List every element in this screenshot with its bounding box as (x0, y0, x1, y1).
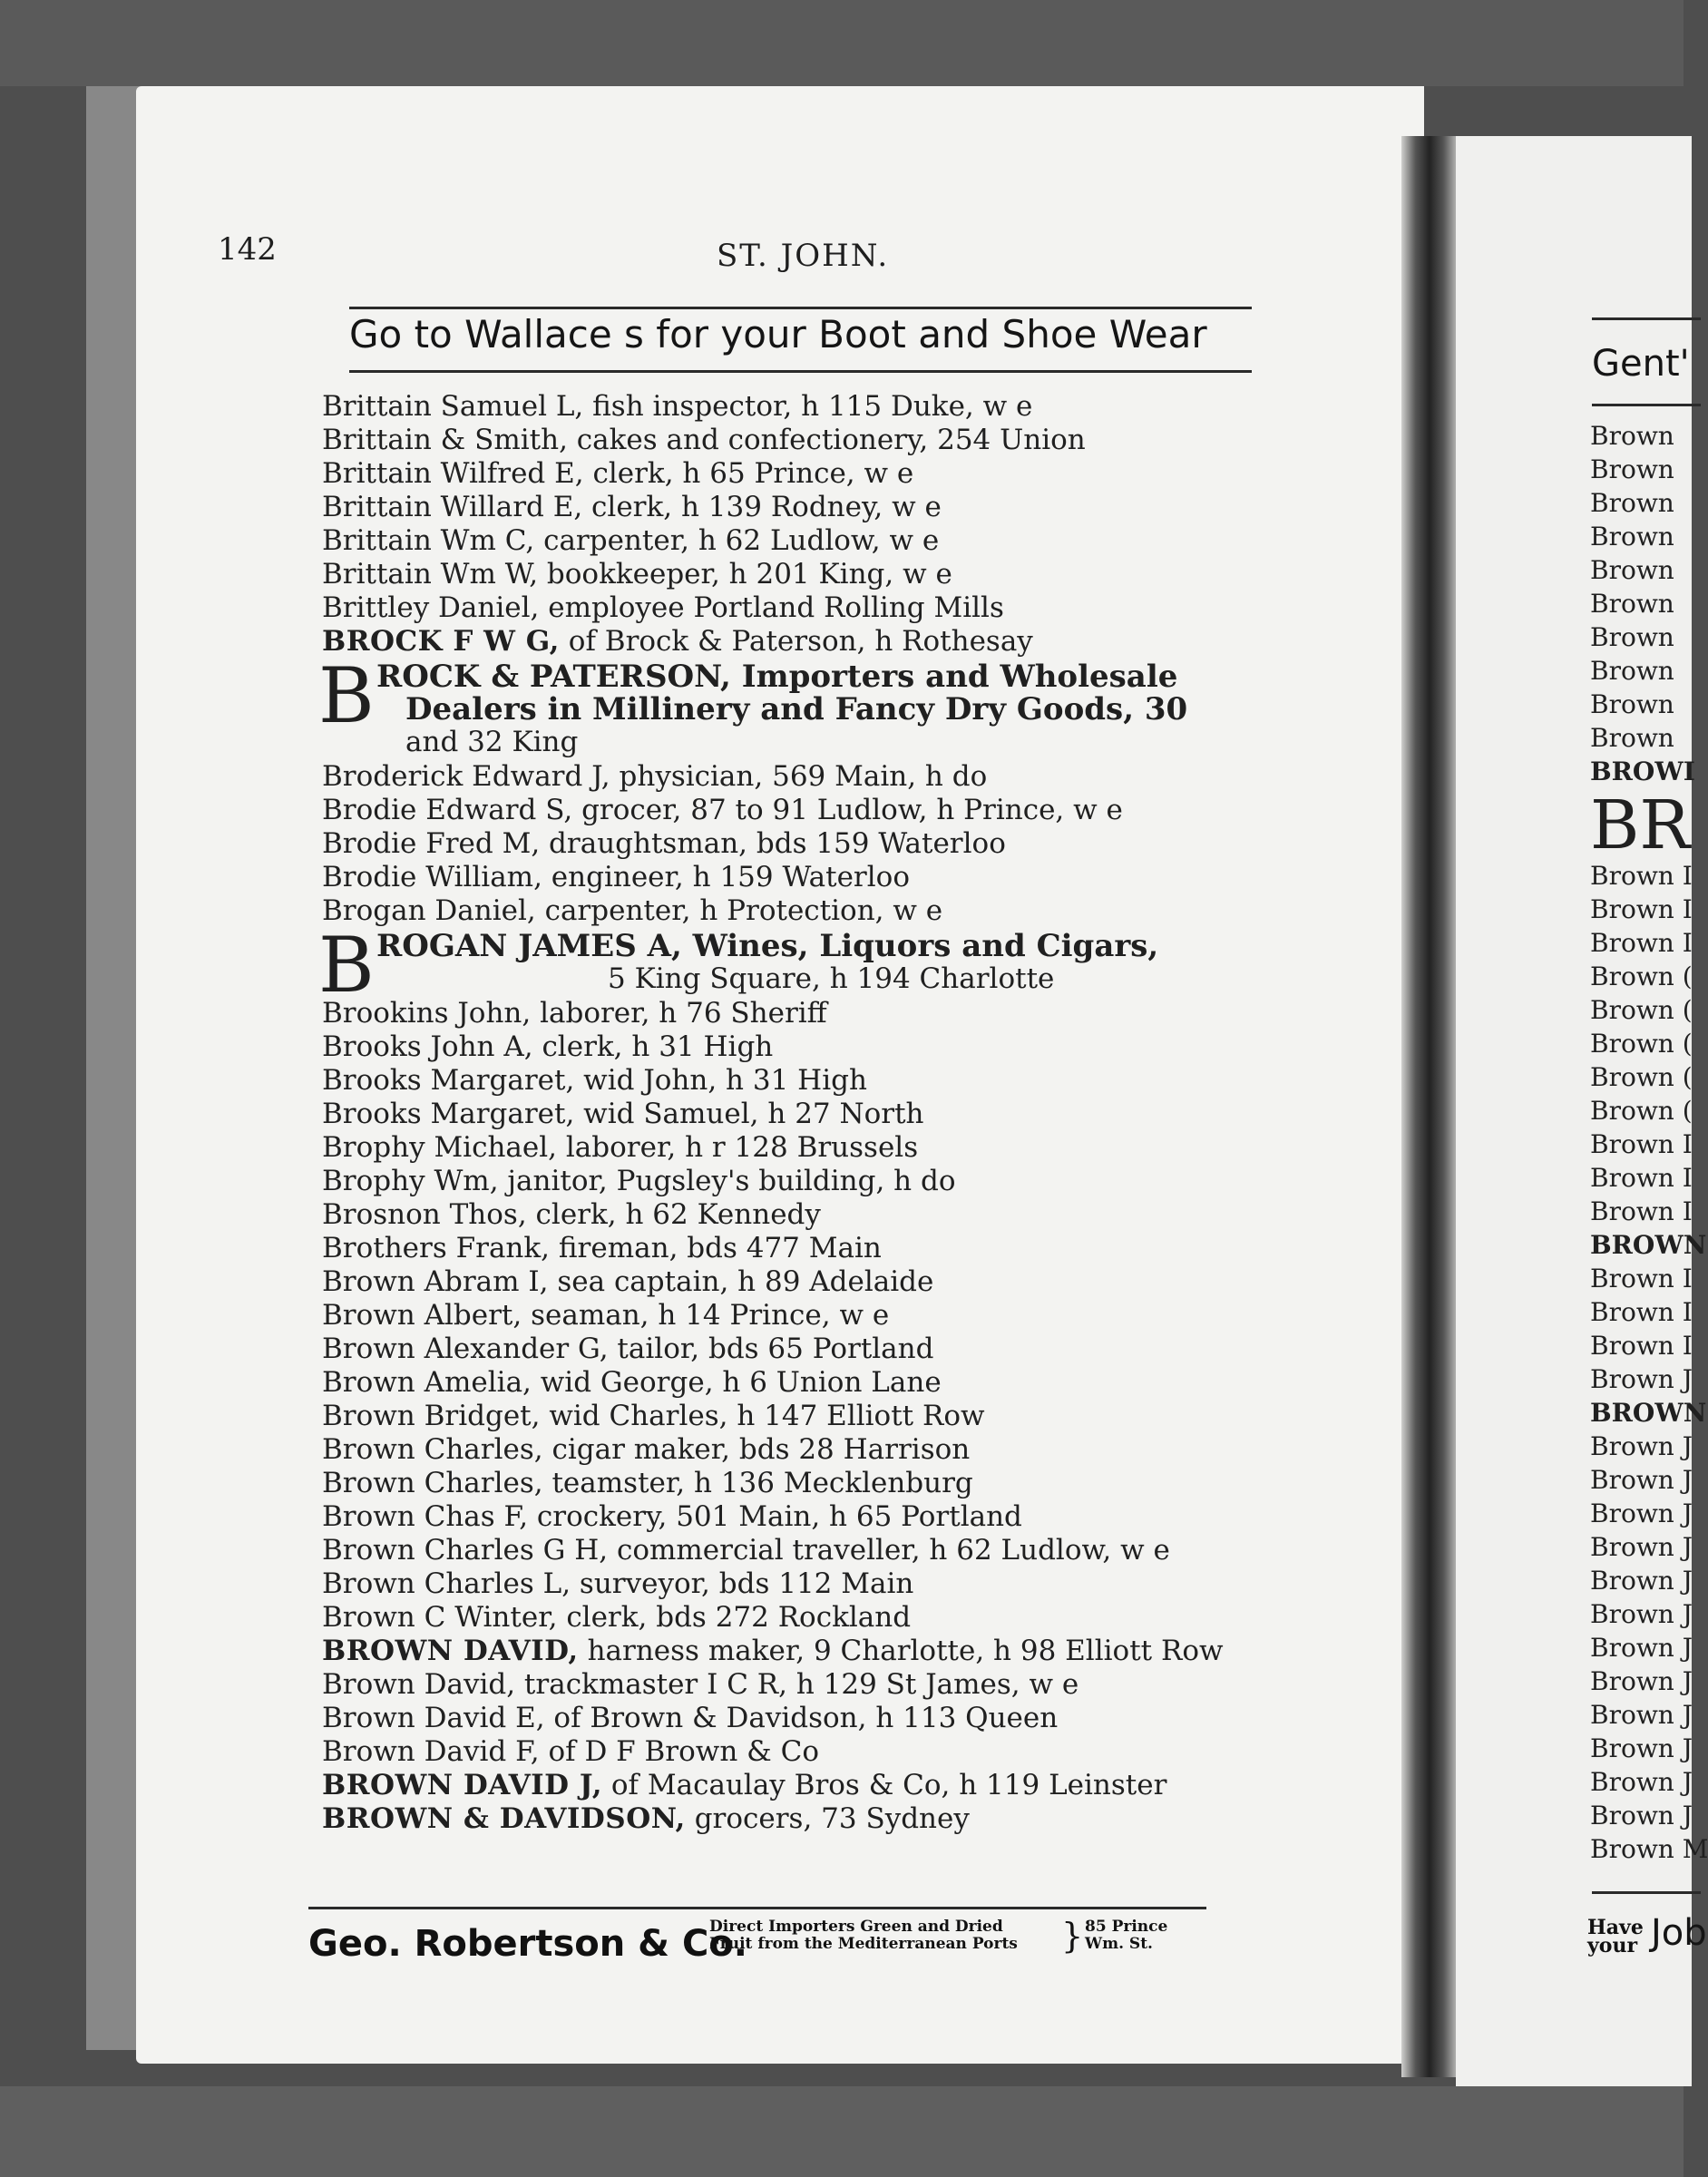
entry-text: Brittain Willard E, clerk, h 139 Rodney, w e (322, 491, 942, 523)
directory-entry-fragment: Brown J (1590, 1733, 1693, 1763)
entry-text: Brown David, trackmaster I C R, h 129 St James, w e (322, 1668, 1079, 1701)
directory-entry (322, 1030, 1229, 1064)
directory-entry-fragment: Brown (1590, 555, 1674, 585)
scan-border-top (0, 0, 1684, 86)
directory-entry-fragment: Brown (1590, 622, 1674, 652)
book-edge (86, 86, 141, 2050)
scan-border-bottom (0, 2086, 1684, 2177)
right-directory-listing (1590, 419, 1708, 1866)
entry-text: Brown Alexander G, tailor, bds 65 Portland (322, 1333, 934, 1365)
directory-entry-fragment: Brown J (1590, 1666, 1693, 1696)
directory-entry-fragment: Brown ( (1590, 1096, 1693, 1126)
entry-text: Brosnon Thos, clerk, h 62 Kennedy (322, 1198, 821, 1231)
entry-text: Brothers Frank, fireman, bds 477 Main (322, 1232, 882, 1264)
directory-entry (322, 1265, 1229, 1299)
directory-entry-fragment: Brown I (1590, 1331, 1693, 1361)
directory-entry (322, 1635, 1229, 1668)
directory-entry-fragment: Brown I (1590, 861, 1693, 891)
directory-entry-fragment: Brown J (1590, 1599, 1693, 1629)
directory-entry-fragment: Brown J (1590, 1364, 1693, 1394)
footer-fragment-line: your (1587, 1934, 1638, 1957)
entry-text: Brooks Margaret, wid John, h 31 High (322, 1064, 867, 1097)
right-top-rule (1592, 317, 1701, 320)
footer-addr-line: 85 Prince (1085, 1918, 1168, 1936)
directory-entry (322, 1064, 1229, 1098)
banner-advertisement: Go to Wallace s for your Boot and Shoe Wear (349, 312, 1207, 356)
footer-advertiser: Geo. Robertson & Co. (308, 1923, 747, 1965)
entry-text: Brittain Wilfred E, clerk, h 65 Prince, w e (322, 457, 914, 490)
ad-line: Dealers in Millinery and Fancy Dry Goods, 30 (405, 691, 1188, 727)
entry-text: Broderick Edward J, physician, 569 Main, h do (322, 760, 988, 793)
entry-text: Brophy Wm, janitor, Pugsley's building, h do (322, 1165, 956, 1197)
directory-entry (322, 625, 1229, 659)
directory-entry (322, 1702, 1229, 1735)
directory-entry (322, 1165, 1229, 1198)
directory-entry-fragment: Brown (1590, 656, 1674, 686)
directory-entry (322, 1467, 1229, 1500)
entry-text: Brogan Daniel, carpenter, h Protection, w e (322, 894, 943, 927)
directory-entry (322, 1098, 1229, 1131)
right-footer-fragment (1587, 1918, 1644, 1955)
banner-rule (349, 370, 1252, 373)
directory-entry (322, 1769, 1229, 1802)
directory-entry (322, 1567, 1229, 1601)
directory-entry (322, 457, 1229, 491)
directory-entry-fragment: Brown I (1590, 1196, 1693, 1226)
directory-entry-fragment: Brown J (1590, 1801, 1693, 1830)
directory-entry (322, 794, 1229, 827)
right-bottom-rule (1592, 1891, 1701, 1894)
directory-entry-fragment: Brown J (1590, 1532, 1693, 1562)
right-banner-fragment: Gent' (1592, 343, 1690, 385)
entry-text: Brown David F, of D F Brown & Co (322, 1735, 819, 1768)
directory-entry-fragment: Brown (1590, 723, 1674, 753)
entry-text: Brown Charles L, surveyor, bds 112 Main (322, 1567, 914, 1600)
directory-entry (322, 1601, 1229, 1635)
directory-entry (322, 424, 1229, 457)
entry-bold-name: BROWN DAVID J, (322, 1769, 603, 1801)
bold-fragment: BROWI (1590, 757, 1695, 786)
directory-entry-fragment: Brown I (1590, 1297, 1693, 1327)
right-footer-word: Job (1651, 1912, 1707, 1954)
directory-entry-fragment: Brown I (1590, 1129, 1693, 1159)
directory-entry-fragment: Brown I (1590, 928, 1693, 958)
directory-entry (322, 491, 1229, 524)
directory-entry (322, 390, 1229, 424)
right-banner-rule (1592, 404, 1701, 406)
ad-line: ROGAN JAMES A, Wines, Liquors and Cigars, (376, 928, 1159, 964)
directory-entry (322, 1433, 1229, 1467)
directory-entry (322, 861, 1229, 894)
directory-entry-fragment: Brown J (1590, 1566, 1693, 1596)
directory-entry (322, 1534, 1229, 1567)
directory-entry-fragment: Brown (1590, 689, 1674, 719)
directory-entry (322, 1802, 1229, 1836)
footer-desc-line: Fruit from the Mediterranean Ports (709, 1935, 1018, 1953)
directory-entry-fragment: Brown ( (1590, 962, 1693, 991)
ad-line: ROCK & PATERSON, Importers and Wholesale (376, 659, 1178, 695)
directory-entry (322, 558, 1229, 591)
brock-paterson-advertisement (318, 651, 1229, 758)
directory-entry-fragment: Brown ( (1590, 1062, 1693, 1092)
directory-entry-fragment: Brown J (1590, 1633, 1693, 1663)
directory-entry-fragment: Brown J (1590, 1767, 1693, 1797)
directory-entry-fragment: Brown I (1590, 894, 1693, 924)
footer-description (709, 1918, 1018, 1953)
directory-entry (322, 1333, 1229, 1366)
directory-entry-fragment: Brown (1590, 589, 1674, 619)
entry-text: Brophy Michael, laborer, h r 128 Brussels (322, 1131, 919, 1164)
brace-glyph: } (1061, 1916, 1084, 1956)
entry-text: Brown C Winter, clerk, bds 272 Rockland (322, 1601, 912, 1634)
entry-text: Brown Charles, teamster, h 136 Mecklenburg (322, 1467, 973, 1499)
drop-cap-fragment: BR (1590, 786, 1691, 864)
entry-bold-name: BROCK F W G, (322, 625, 560, 658)
directory-entry (322, 1198, 1229, 1232)
entry-text: Brodie Edward S, grocer, 87 to 91 Ludlow, h Prince, w e (322, 794, 1123, 826)
drop-cap: B (318, 651, 375, 740)
directory-entry (322, 1735, 1229, 1769)
ad-line: 5 King Square, h 194 Charlotte (608, 962, 1055, 995)
entry-text: Brown Bridget, wid Charles, h 147 Elliott Row (322, 1400, 985, 1432)
directory-entry (322, 1668, 1229, 1702)
entry-text: Brittain Wm W, bookkeeper, h 201 King, w e (322, 558, 952, 591)
entry-text: Brooks John A, clerk, h 31 High (322, 1030, 774, 1063)
entry-text: of Macaulay Bros & Co, h 119 Leinster (602, 1769, 1167, 1801)
entry-text: of Brock & Paterson, h Rothesay (559, 625, 1033, 658)
brogan-advertisement (318, 921, 1229, 1010)
right-page (1456, 136, 1708, 2086)
directory-entry-fragment: Brown (1590, 454, 1674, 484)
entry-text: Brown Albert, seaman, h 14 Prince, w e (322, 1299, 890, 1332)
entry-text: Brown Abram I, sea captain, h 89 Adelaide (322, 1265, 934, 1298)
directory-entry-fragment: Brown J (1590, 1431, 1693, 1461)
directory-entry-fragment: Brown (1590, 421, 1674, 451)
directory-entry (322, 760, 1229, 794)
directory-entry (322, 997, 1229, 1030)
book-gutter (1401, 136, 1458, 2077)
entry-text: Brown Charles, cigar maker, bds 28 Harrison (322, 1433, 971, 1466)
running-head: ST. JOHN. (717, 238, 890, 274)
ad-line: and 32 King (405, 726, 579, 758)
entry-text: Brittain Wm C, carpenter, h 62 Ludlow, w e (322, 524, 940, 557)
entry-bold-name: BROWN & DAVIDSON, (322, 1802, 686, 1835)
entry-text: Brittain Samuel L, fish inspector, h 115 Duke, w e (322, 390, 1033, 423)
directory-entry (322, 827, 1229, 861)
entry-text: Brooks Margaret, wid Samuel, h 27 North (322, 1098, 924, 1130)
directory-entry-fragment: Brown (1590, 488, 1674, 518)
directory-entry (322, 1299, 1229, 1333)
directory-entry-fragment: Brown J (1590, 1499, 1693, 1528)
directory-listing (318, 390, 1229, 1836)
directory-entry-fragment: Brown I (1590, 1264, 1693, 1294)
directory-entry-fragment: Brown J (1590, 1465, 1693, 1495)
directory-entry-fragment: Brown J (1590, 1700, 1693, 1730)
footer-fragment-line: Have (1587, 1916, 1644, 1939)
footer-desc-line: Direct Importers Green and Dried (709, 1918, 1003, 1936)
entry-text: Brown David E, of Brown & Davidson, h 113 Queen (322, 1702, 1059, 1734)
entry-bold-name: BROWN DAVID, (322, 1635, 579, 1667)
directory-entry-fragment: Brown I (1590, 1163, 1693, 1193)
entry-text: Brodie Fred M, draughtsman, bds 159 Waterloo (322, 827, 1006, 860)
page-number: 142 (218, 231, 277, 268)
entry-text: Brown Amelia, wid George, h 6 Union Lane (322, 1366, 942, 1399)
entry-text: grocers, 73 Sydney (685, 1802, 970, 1835)
directory-entry-fragment: Brown (1590, 522, 1674, 552)
directory-entry (322, 1366, 1229, 1400)
entry-text: Brodie William, engineer, h 159 Waterloo (322, 861, 910, 893)
drop-cap: B (318, 921, 375, 1010)
bottom-rule (308, 1907, 1206, 1909)
directory-entry (322, 1131, 1229, 1165)
entry-text: Brown Charles G H, commercial traveller, h 62 Ludlow, w e (322, 1534, 1170, 1567)
footer-address (1085, 1918, 1167, 1953)
entry-text: harness maker, 9 Charlotte, h 98 Elliott Row (578, 1635, 1224, 1667)
directory-entry (322, 1232, 1229, 1265)
directory-entry (322, 591, 1229, 625)
entry-text: Brittain & Smith, cakes and confectionery, 254 Union (322, 424, 1086, 456)
entry-text: Brittley Daniel, employee Portland Rolling Mills (322, 591, 1004, 624)
entry-text: Brookins John, laborer, h 76 Sheriff (322, 997, 827, 1030)
footer-addr-line: Wm. St. (1085, 1935, 1153, 1953)
directory-entry-fragment: Brown M (1590, 1834, 1708, 1864)
bold-fragment: BROWN (1590, 1230, 1707, 1260)
directory-entry (322, 1500, 1229, 1534)
directory-entry-fragment: Brown ( (1590, 1029, 1693, 1059)
top-rule (349, 307, 1252, 309)
bold-fragment: BROWN (1590, 1398, 1707, 1428)
directory-entry (322, 524, 1229, 558)
directory-entry-fragment: Brown ( (1590, 995, 1693, 1025)
entry-text: Brown Chas F, crockery, 501 Main, h 65 Portland (322, 1500, 1022, 1533)
directory-entry (322, 1400, 1229, 1433)
directory-entry (322, 894, 1229, 928)
